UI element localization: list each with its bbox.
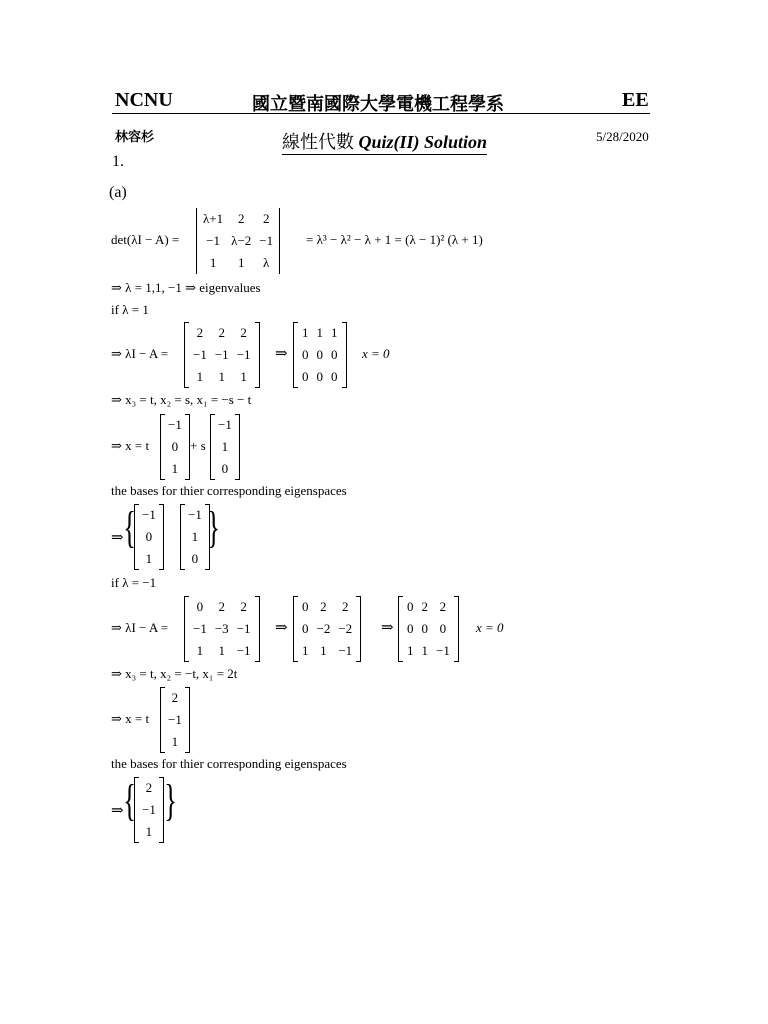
case2-x-label: ⇒ x = t	[111, 711, 150, 726]
cell: 2	[237, 211, 245, 226]
header-center: 國立暨南國際大學電機工程學系	[252, 94, 504, 115]
implies-arrow: ⇒	[275, 346, 288, 362]
case1-lhs: ⇒ λI − A =	[111, 346, 169, 361]
cell: −1	[168, 417, 182, 432]
cell: 0	[302, 621, 309, 636]
cell: 2	[171, 690, 179, 705]
cell: 1	[407, 643, 414, 658]
cell: 2	[218, 599, 226, 614]
cell: −2	[316, 621, 331, 636]
cell: −1	[436, 643, 450, 658]
case2-matrix-3	[398, 596, 459, 662]
case1-matrix-1	[184, 322, 260, 388]
cell: 2	[262, 211, 270, 226]
case2-matrix-2	[293, 596, 361, 662]
cell: 1	[145, 824, 153, 839]
cell: −1	[259, 233, 274, 248]
cell: 0	[302, 347, 309, 362]
cell: 0	[302, 599, 309, 614]
cell: 1	[331, 325, 338, 340]
implies-arrow: ⇒	[111, 530, 124, 546]
case1-x-label: ⇒ x = t	[111, 438, 150, 453]
cell: 2	[196, 325, 204, 340]
cell: λ+1	[203, 211, 224, 226]
cell: 1	[218, 643, 226, 658]
cell: 2	[218, 325, 226, 340]
basis-vector-1	[134, 504, 164, 570]
case1-matrix-2	[293, 322, 347, 388]
header-left: NCNU	[115, 89, 173, 111]
cell: 2	[320, 599, 327, 614]
cell: 0	[407, 621, 414, 636]
cell: 1	[196, 643, 204, 658]
cell: −1	[236, 621, 251, 636]
cell: 1	[320, 643, 327, 658]
cell: 1	[316, 325, 323, 340]
plus-s: + s	[190, 438, 206, 453]
cell: −1	[236, 347, 251, 362]
cell: 2	[240, 599, 247, 614]
cell: 0	[316, 369, 323, 384]
cell: 1	[218, 369, 226, 384]
left-brace-icon: {	[123, 503, 136, 552]
cell: −1	[193, 621, 207, 636]
cell: 0	[171, 439, 179, 454]
case1-vector-1	[160, 414, 190, 480]
cell: −1	[142, 802, 156, 817]
det-matrix	[196, 208, 280, 274]
case2-solution: ⇒ x₃ = t, x₂ = −t, x₁ = 2t	[111, 666, 238, 681]
cell: 1	[237, 255, 245, 270]
date: 5/28/2020	[596, 129, 649, 144]
cell: 0	[439, 621, 447, 636]
cell: 0	[302, 369, 309, 384]
implies-arrow: ⇒	[381, 620, 394, 636]
det-label: det(λI − A) =	[111, 232, 180, 247]
cell: 2	[439, 599, 447, 614]
cell: 2	[240, 325, 247, 340]
case2-vector	[160, 687, 190, 753]
implies-arrow: ⇒	[111, 803, 124, 819]
cell: 1	[302, 643, 309, 658]
cell: 0	[316, 347, 323, 362]
basis-vector-2	[180, 504, 210, 570]
case2-lhs: ⇒ λI − A =	[111, 620, 169, 635]
bases-text-2: the bases for thier corresponding eigenspaces	[111, 756, 347, 771]
cell: 1	[240, 369, 247, 384]
cell: −1	[168, 712, 182, 727]
bases-text-1: the bases for thier corresponding eigenspaces	[111, 483, 347, 498]
basis-vector-3	[134, 777, 164, 843]
cell: 0	[221, 461, 229, 476]
cell: −1	[218, 417, 232, 432]
right-brace-icon: }	[207, 503, 220, 552]
cell: 1	[196, 369, 204, 384]
case1-vector-2	[210, 414, 240, 480]
cell: λ−2	[231, 233, 252, 248]
cell: −1	[188, 507, 202, 522]
cell: −1	[214, 347, 229, 362]
cell: 0	[145, 529, 153, 544]
cell: 0	[331, 347, 338, 362]
implies-arrow: ⇒	[275, 620, 288, 636]
page-title	[282, 128, 487, 155]
cell: 1	[191, 529, 199, 544]
cell: 2	[145, 780, 153, 795]
cell: −1	[236, 643, 251, 658]
cell: −1	[142, 507, 156, 522]
cell: −3	[214, 621, 229, 636]
case2-matrix-1	[184, 596, 260, 662]
title-cn: 線性代數	[282, 132, 354, 152]
cell: −1	[193, 347, 207, 362]
cell: 2	[342, 599, 349, 614]
part-label: (a)	[109, 184, 127, 201]
cell: 1	[145, 551, 153, 566]
cell: 0	[196, 599, 204, 614]
header-right: EE	[622, 89, 649, 111]
case1-condition: if λ = 1	[111, 302, 149, 317]
cell: 1	[302, 325, 309, 340]
x-equals-zero: x = 0	[362, 346, 390, 361]
case2-condition: if λ = −1	[111, 575, 157, 590]
cell: 2	[421, 599, 428, 614]
cell: 1	[171, 461, 179, 476]
cell: λ	[263, 255, 270, 270]
cell: 1	[209, 255, 217, 270]
question-number: 1.	[112, 153, 124, 170]
title-en: Quiz(II) Solution	[358, 132, 488, 152]
left-brace-icon: {	[123, 776, 136, 825]
cell: 0	[407, 599, 414, 614]
x-equals-zero: x = 0	[476, 620, 504, 635]
cell: 0	[331, 369, 338, 384]
case1-solution: ⇒ x₃ = t, x₂ = s, x₁ = −s − t	[111, 392, 252, 407]
header-rule	[112, 113, 650, 114]
cell: −2	[338, 621, 353, 636]
cell: −1	[338, 643, 353, 658]
cell: 0	[191, 551, 199, 566]
cell: 0	[421, 621, 428, 636]
cell: −1	[206, 233, 220, 248]
author: 林容杉	[115, 130, 155, 145]
eigenvalues-line: ⇒ λ = 1,1, −1 ⇒ eigenvalues	[111, 280, 261, 295]
cell: 1	[171, 734, 179, 749]
cell: 1	[221, 439, 229, 454]
cell: 1	[421, 643, 428, 658]
right-brace-icon: }	[164, 776, 177, 825]
det-result: = λ³ − λ² − λ + 1 = (λ − 1)² (λ + 1)	[306, 232, 483, 247]
